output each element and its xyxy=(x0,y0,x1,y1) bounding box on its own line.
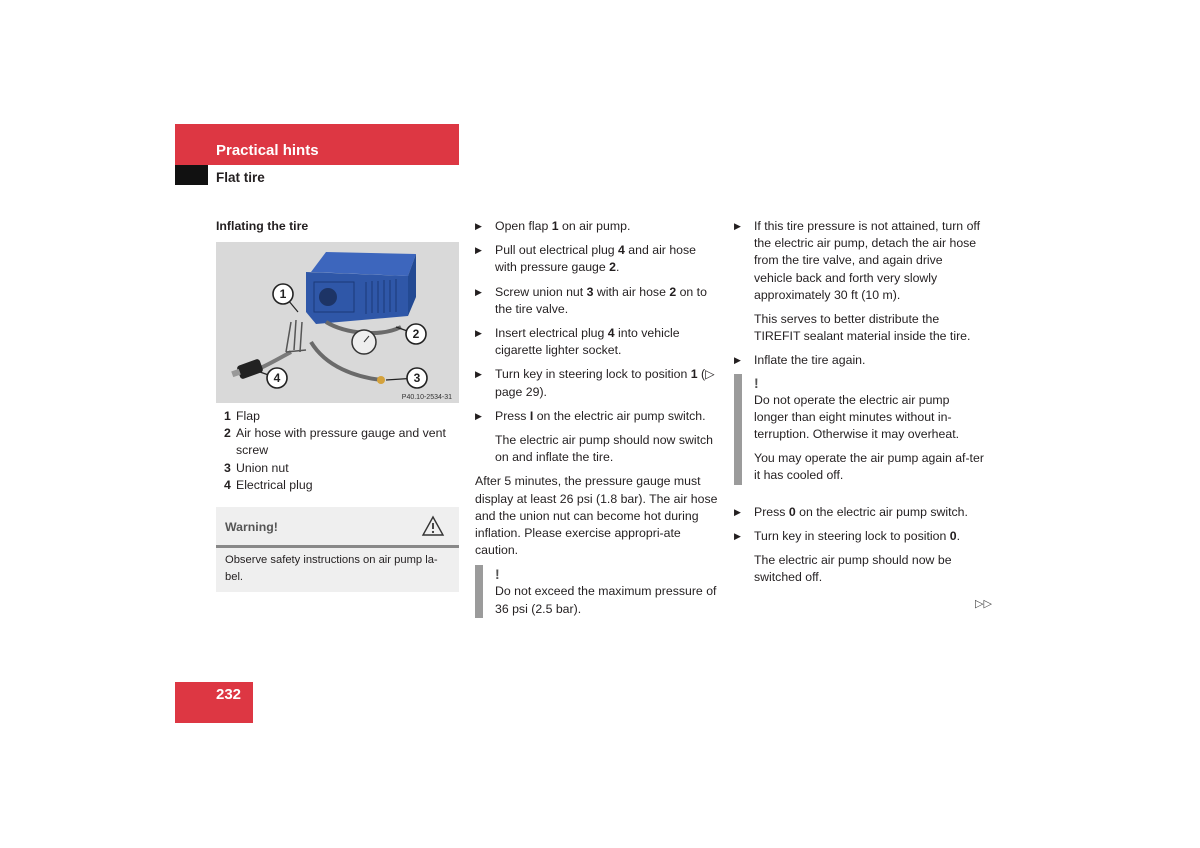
list-item: ▶ Press 0 on the electric air pump switch. xyxy=(734,504,984,521)
svg-text:4: 4 xyxy=(273,371,281,385)
svg-text:2: 2 xyxy=(412,327,420,341)
warning-triangle-icon xyxy=(421,515,445,537)
list-item: ▶ Screw union nut 3 with air hose 2 on to the tire valve. xyxy=(475,284,707,316)
note-bar xyxy=(734,374,742,485)
bullet-arrow-icon: ▶ xyxy=(475,410,482,421)
caution-note xyxy=(734,374,984,485)
caution-note xyxy=(475,565,720,617)
sub-paragraph: The electric air pump should now switch on and inflate the tire. xyxy=(495,433,714,465)
page-number: 232 xyxy=(216,686,242,703)
bullet-arrow-icon: ▶ xyxy=(734,355,741,366)
bullet-arrow-icon: ▶ xyxy=(734,506,741,517)
warning-text: Observe safety instructions on air pump la-bel. xyxy=(225,554,438,583)
inflating-heading: Inflating the tire xyxy=(216,219,309,233)
bullet-arrow-icon: ▶ xyxy=(475,328,482,339)
list-item: ▶ Pull out electrical plug 4 and air hose with pressure gauge 2. xyxy=(475,243,696,275)
bullet-arrow-icon: ▶ xyxy=(475,245,482,256)
legend-item: 2 Air hose with pressure gauge and vent screw xyxy=(224,426,446,458)
svg-text:1: 1 xyxy=(279,287,287,301)
list-item: ▶ Inflate the tire again. xyxy=(734,352,984,369)
list-item: ▶ Turn key in steering lock to position 0. xyxy=(734,528,984,545)
list-item: ▶ Insert electrical plug 4 into vehicle cigarette lighter socket. xyxy=(475,326,680,358)
list-item: ▶ Turn key in steering lock to position 1 (▷ page 29). xyxy=(475,367,715,399)
subsection-title: Flat tire xyxy=(216,170,265,185)
body-paragraph: After 5 minutes, the pressure gauge must display at least 26 psi (1.8 bar). The air hose and the union nut can become hot during inflation. Please exercise appropri-ate caution. xyxy=(475,474,718,558)
continued-arrows-icon: ▷▷ xyxy=(975,598,992,610)
bullet-arrow-icon: ▶ xyxy=(734,221,741,231)
air-pump-figure xyxy=(216,242,459,403)
warning-box xyxy=(216,507,459,592)
legend-item: 1 Flap xyxy=(224,409,260,423)
svg-text:P40.10-2534-31: P40.10-2534-31 xyxy=(401,394,452,401)
note-text: Do not operate the electric air pump longer than eight minutes without in-terruption. Otherwise it may overheat. xyxy=(754,392,960,442)
figure-legend xyxy=(224,408,464,494)
legend-item: 3 Union nut xyxy=(224,460,289,475)
bullet-arrow-icon: ▶ xyxy=(475,286,482,297)
sub-paragraph: The electric air pump should now be switched off. xyxy=(754,553,952,585)
bullet-arrow-icon: ▶ xyxy=(475,369,482,380)
legend-item: 4 Electrical plug xyxy=(224,477,313,492)
warning-label: Warning! xyxy=(225,520,278,534)
instructions-column-2 xyxy=(475,218,720,618)
note-text: You may operate the air pump again af-ter it has cooled off. xyxy=(754,451,984,483)
list-item: ▶ Press I on the electric air pump switch. xyxy=(475,408,720,425)
list-item: ▶ If this tire pressure is not attained, turn off the electric air pump, detach the air hose from the tire valve, and again drive vehicle back and forth very slowly approximately 30 ft (10 m). xyxy=(734,219,981,302)
note-text: Do not exceed the maximum pressure of 36 psi (2.5 bar). xyxy=(495,584,717,616)
bullet-arrow-icon: ▶ xyxy=(734,530,741,541)
sub-paragraph: This serves to better distribute the TIREFIT sealant material inside the tire. xyxy=(754,312,971,344)
note-exclamation-icon: ! xyxy=(495,566,500,583)
section-title: Practical hints xyxy=(216,142,319,159)
note-bar xyxy=(475,565,483,617)
header-black-marker xyxy=(175,165,208,185)
page-number-tab xyxy=(175,682,253,723)
list-item: ▶ Open flap 1 on air pump. xyxy=(475,218,720,235)
warning-divider xyxy=(216,545,459,548)
bullet-arrow-icon: ▶ xyxy=(475,221,482,231)
svg-text:3: 3 xyxy=(413,371,421,385)
instructions-column-3 xyxy=(734,218,984,586)
note-exclamation-icon: ! xyxy=(754,374,759,391)
